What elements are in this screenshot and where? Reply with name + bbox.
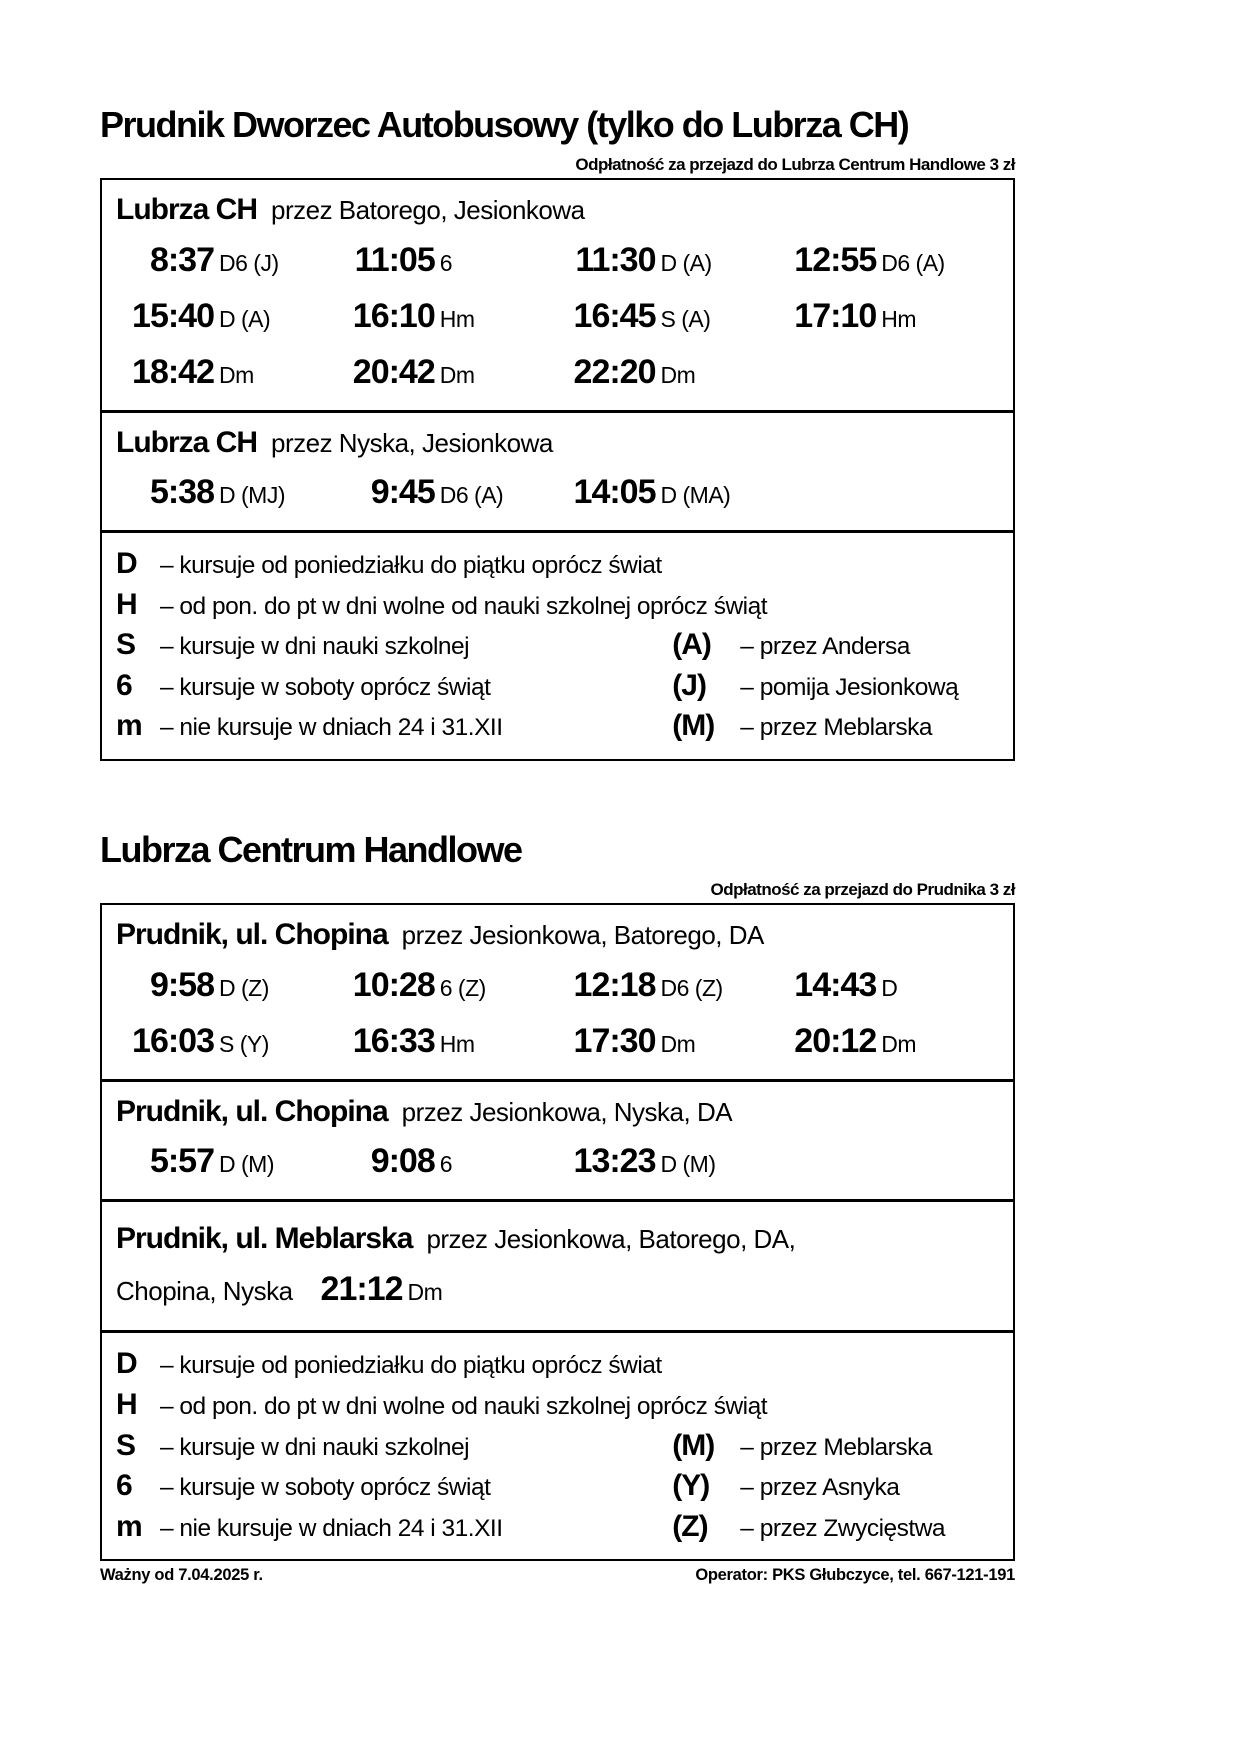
board2-section-chopina-batorego [102, 905, 1013, 1078]
legend-symbol: (A) [672, 628, 711, 662]
legend-text: – kursuje w soboty oprócz świąt [160, 673, 491, 701]
destination-label: Prudnik, ul. Meblarska [116, 1221, 413, 1255]
departure-marks: 6 [439, 1151, 453, 1178]
legend-text: – od pon. do pt w dni wolne od nauki szkolnej oprócz świąt [160, 1392, 768, 1420]
departure-marks: D (MA) [660, 482, 731, 509]
departure-time: 10:28 [352, 965, 435, 1004]
departure-cell [116, 1019, 337, 1065]
legend-row [116, 1507, 999, 1547]
departure-cell [558, 238, 779, 284]
legend-symbol: m [116, 1509, 142, 1543]
legend-symbol: m [116, 709, 142, 743]
departure-marks: D (M) [660, 1151, 716, 1178]
departure-marks: D [881, 974, 898, 1001]
departure-marks: S (Y) [219, 1030, 269, 1057]
board1-section-nyska [102, 410, 1013, 530]
departure-marks: 6 [439, 249, 453, 276]
legend-text: – kursuje w dni nauki szkolnej [160, 633, 470, 661]
departure-cell [778, 294, 999, 340]
departures-grid [116, 963, 999, 1065]
legend-symbol: S [116, 1428, 136, 1462]
departure-marks: Dm [439, 361, 475, 388]
legend-text: – przez Meblarska [740, 714, 932, 742]
destination-label: Prudnik, ul. Chopina [116, 1094, 388, 1128]
departure-cell [337, 238, 558, 284]
departure-time: 8:37 [149, 240, 214, 279]
departure-cell [558, 1139, 779, 1185]
section-header [116, 1210, 999, 1316]
departure-marks: D6 (A) [439, 482, 504, 509]
departure-cell [337, 350, 558, 396]
legend-row [116, 544, 999, 584]
departure-marks: Dm [219, 361, 254, 388]
departures-grid [116, 1139, 999, 1185]
legend-text: – kursuje od poniedziałku do piątku oprócz świat [160, 551, 662, 579]
departure-cell [558, 963, 779, 1009]
departure-cell [558, 294, 779, 340]
board2-fare-note: Odpłatność za przejazd do Prudnika 3 zł [710, 880, 1015, 900]
departure-cell [778, 238, 999, 284]
departure-marks: D6 (Z) [660, 974, 723, 1001]
via-route-label: przez Jesionkowa, Nyska, DA [401, 1096, 733, 1127]
departure-time: 13:23 [573, 1142, 656, 1181]
board1-legend [102, 530, 1013, 759]
departure-marks: D (Z) [219, 974, 269, 1001]
departure-cell [337, 1019, 558, 1065]
departure-cell [337, 1139, 558, 1185]
departure-cell [116, 470, 337, 516]
departure-marks: Hm [439, 1030, 475, 1057]
departure-marks: D (MJ) [219, 482, 285, 509]
departure-time: 20:12 [794, 1021, 877, 1060]
legend-text: – nie kursuje w dniach 24 i 31.XII [160, 1514, 503, 1542]
via-route-label: przez Nyska, Jesionkowa [271, 427, 553, 458]
legend-symbol: (Z) [672, 1509, 708, 1543]
departure-time: 17:10 [794, 296, 877, 335]
legend-row [116, 666, 999, 706]
departure-time: 5:38 [149, 473, 214, 512]
legend-symbol: H [116, 1387, 137, 1421]
departure-time: 15:40 [132, 296, 214, 335]
departures-grid [116, 238, 999, 396]
departure-cell [778, 963, 999, 1009]
destination-label: Lubrza CH [116, 425, 257, 459]
departure-cell [337, 963, 558, 1009]
valid-from-note: Ważny od 7.04.2025 r. [100, 1566, 263, 1585]
departure-marks: Hm [881, 305, 917, 332]
section-header [116, 1090, 999, 1134]
legend-symbol: S [116, 628, 136, 662]
departure-cell [558, 470, 779, 516]
destination-label: Prudnik, ul. Chopina [116, 918, 388, 952]
destination-label: Lubrza CH [116, 193, 257, 227]
departure-time: 11:30 [575, 240, 656, 279]
departure-time: 14:05 [573, 473, 656, 512]
via-route-label: przez Jesionkowa, Batorego, DA [401, 920, 764, 951]
departure-time: 16:03 [132, 1021, 214, 1060]
departure-time: 21:12 [320, 1269, 403, 1308]
board2-section-meblarska [102, 1199, 1013, 1330]
departures-grid [116, 470, 999, 516]
departure-time: 9:58 [149, 965, 214, 1004]
departure-cell [778, 1019, 999, 1065]
departure-cell [116, 238, 337, 284]
departure-cell [558, 350, 779, 396]
board1-section-batorego [102, 180, 1013, 409]
departure-cell [337, 470, 558, 516]
departure-marks: Dm [407, 1278, 443, 1305]
legend-symbol: (M) [672, 709, 715, 743]
legend-symbol: (J) [672, 668, 706, 702]
departure-time: 12:18 [573, 965, 656, 1004]
via-route-label: przez Jesionkowa, Batorego, DA, [426, 1223, 796, 1254]
departure-marks: S (A) [660, 305, 711, 332]
departure-time: 18:42 [132, 352, 214, 391]
legend-text: – od pon. do pt w dni wolne od nauki szkolnej oprócz świąt [160, 592, 768, 620]
departure-cell [116, 350, 337, 396]
via-route-continued: Chopina, Nyska [116, 1275, 293, 1306]
board2-table [100, 903, 1015, 1561]
legend-text: – kursuje od poniedziałku do piątku oprócz świat [160, 1352, 662, 1380]
departure-cell [558, 1019, 779, 1065]
departure-marks: D (M) [219, 1151, 274, 1178]
legend-text: – przez Andersa [740, 633, 910, 661]
departure-marks: Dm [660, 1030, 696, 1057]
legend-symbol: D [116, 546, 137, 580]
legend-row [116, 706, 999, 746]
departure-cell [116, 1139, 337, 1185]
section-header [116, 188, 999, 232]
board1-table [100, 178, 1015, 761]
operator-note: Operator: PKS Głubczyce, tel. 667-121-191 [695, 1566, 1015, 1585]
departure-time: 9:08 [370, 1142, 435, 1181]
legend-text: – przez Meblarska [740, 1433, 932, 1461]
departure-cell [116, 294, 337, 340]
departure-time: 5:57 [149, 1142, 214, 1181]
board1-title: Prudnik Dworzec Autobusowy (tylko do Lubrza CH) [100, 104, 909, 145]
departure-marks: D (A) [660, 249, 712, 276]
legend-row [116, 1344, 999, 1384]
departure-marks: D6 (J) [219, 249, 279, 276]
legend-symbol: (M) [672, 1428, 715, 1462]
legend-symbol: 6 [116, 1469, 132, 1503]
departure-time: 11:05 [354, 240, 435, 279]
departure-cell [116, 963, 337, 1009]
departure-marks: 6 (Z) [439, 974, 486, 1001]
board2-legend [102, 1330, 1013, 1559]
page-footer [100, 1566, 1015, 1585]
section-header [116, 421, 999, 465]
departure-marks: Hm [439, 305, 475, 332]
departure-time: 22:20 [573, 352, 656, 391]
board2-title: Lubrza Centrum Handlowe [100, 828, 522, 870]
board1-fare-note: Odpłatność za przejazd do Lubrza Centrum Handlowe 3 zł [575, 155, 1015, 175]
departure-time: 20:42 [352, 352, 435, 391]
departure-time: 12:55 [794, 240, 877, 279]
departure-time: 17:30 [573, 1021, 656, 1060]
departure-marks: D (A) [219, 305, 271, 332]
via-route-label: przez Batorego, Jesionkowa [271, 195, 585, 226]
legend-row [116, 1385, 999, 1425]
departure-marks: Dm [881, 1030, 917, 1057]
departure-time: 14:43 [794, 965, 877, 1004]
legend-text: – pomija Jesionkową [740, 673, 959, 701]
section-header [116, 913, 999, 957]
departure-time: 9:45 [370, 473, 435, 512]
legend-symbol: (Y) [672, 1469, 710, 1503]
legend-text: – kursuje w soboty oprócz świąt [160, 1474, 491, 1502]
departure-cell [337, 294, 558, 340]
departure-marks: D6 (A) [881, 249, 945, 276]
departure-cell [321, 1267, 443, 1313]
departure-time: 16:45 [573, 296, 656, 335]
legend-text: – nie kursuje w dniach 24 i 31.XII [160, 714, 503, 742]
legend-text: – przez Asnyka [740, 1474, 900, 1502]
legend-symbol: H [116, 587, 137, 621]
legend-symbol: D [116, 1347, 137, 1381]
legend-row [116, 585, 999, 625]
legend-row [116, 1466, 999, 1506]
departure-time: 16:10 [352, 296, 435, 335]
legend-row [116, 625, 999, 665]
board2-section-chopina-nyska [102, 1079, 1013, 1199]
legend-row [116, 1426, 999, 1466]
legend-text: – przez Zwycięstwa [740, 1514, 946, 1542]
board2-block [100, 829, 1015, 1561]
legend-symbol: 6 [116, 668, 132, 702]
legend-text: – kursuje w dni nauki szkolnej [160, 1433, 470, 1461]
departure-time: 16:33 [352, 1021, 435, 1060]
departure-marks: Dm [660, 361, 696, 388]
